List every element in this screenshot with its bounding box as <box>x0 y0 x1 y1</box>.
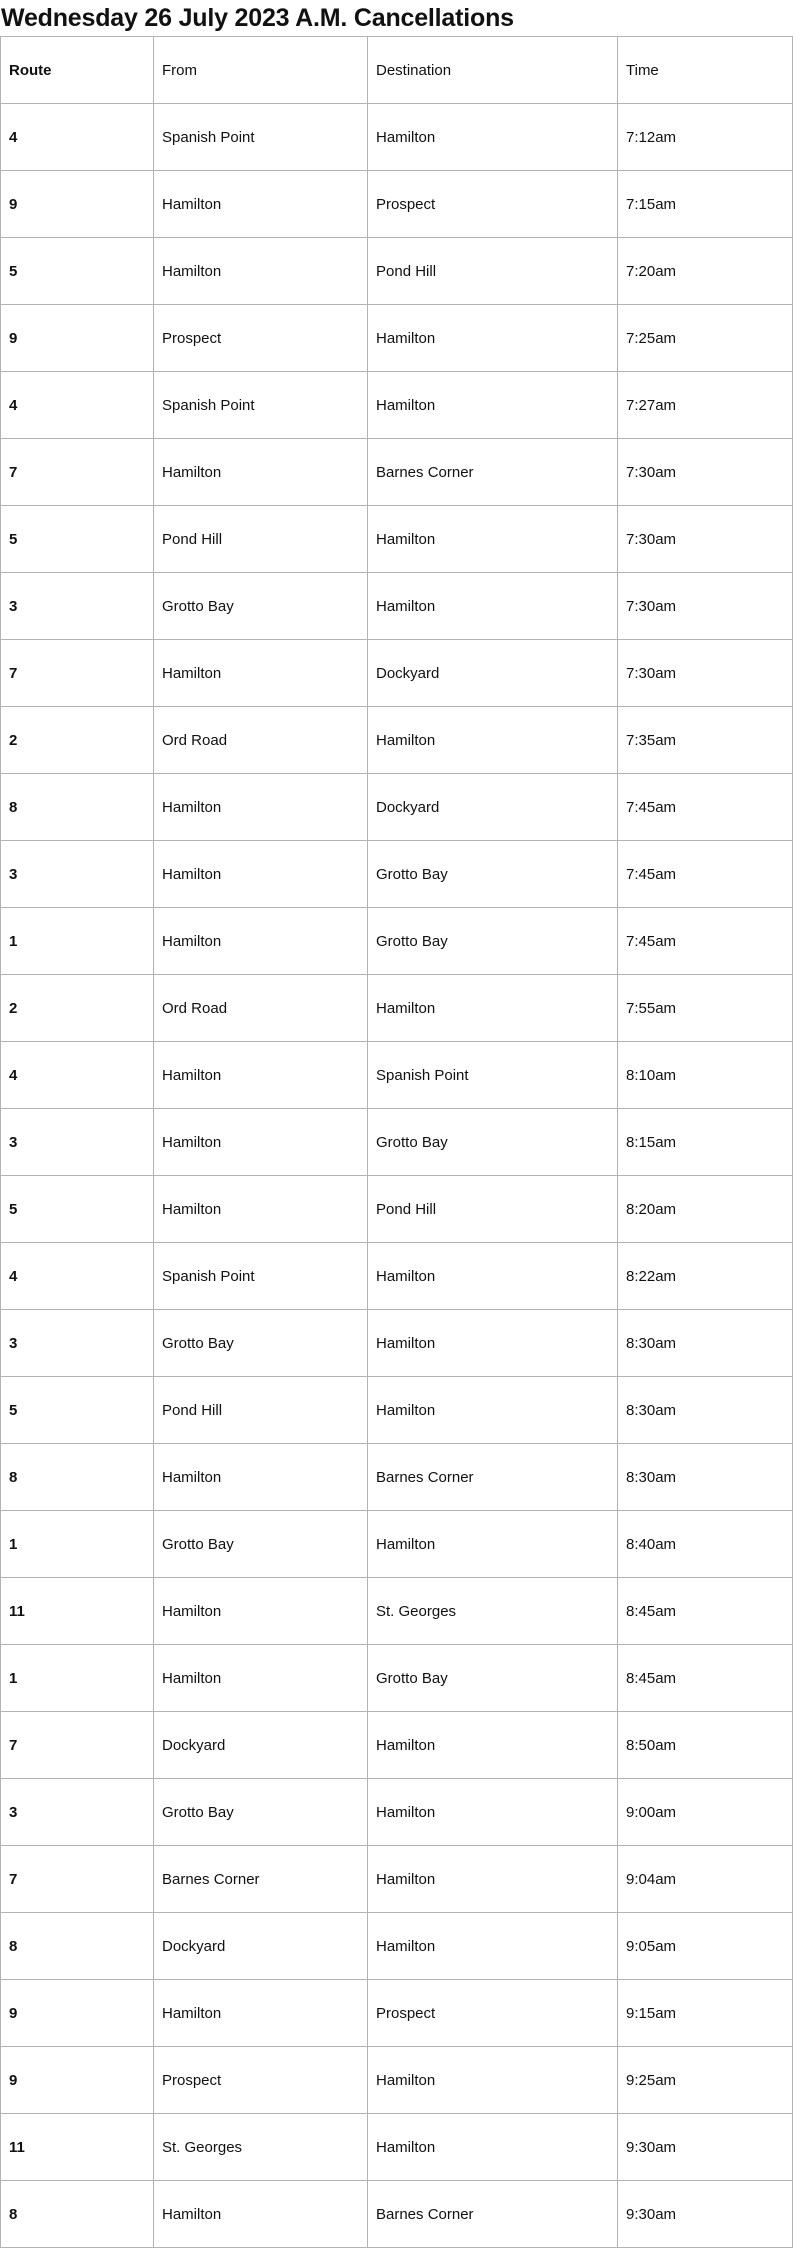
cell-route: 2 <box>1 975 154 1042</box>
cell-route: 5 <box>1 506 154 573</box>
table-row <box>1 305 793 372</box>
cell-from: Spanish Point <box>154 372 368 439</box>
table-header <box>1 37 793 104</box>
cell-from: Prospect <box>154 2047 368 2114</box>
page-title: Wednesday 26 July 2023 A.M. Cancellations <box>1 4 514 32</box>
cell-time: 8:30am <box>618 1444 793 1511</box>
table-row <box>1 506 793 573</box>
table-row <box>1 1042 793 1109</box>
table-row <box>1 1645 793 1712</box>
cell-route: 1 <box>1 1511 154 1578</box>
cell-from: Hamilton <box>154 1578 368 1645</box>
cell-time: 7:27am <box>618 372 793 439</box>
cell-from: Hamilton <box>154 640 368 707</box>
cell-time: 7:30am <box>618 573 793 640</box>
table-row <box>1 2047 793 2114</box>
cell-route: 9 <box>1 305 154 372</box>
table-body <box>1 104 793 2248</box>
cell-time: 7:25am <box>618 305 793 372</box>
cell-time: 9:30am <box>618 2181 793 2248</box>
cell-from: Pond Hill <box>154 1377 368 1444</box>
cell-from: Ord Road <box>154 707 368 774</box>
cell-time: 7:30am <box>618 640 793 707</box>
column-header-from: From <box>154 37 368 104</box>
cell-destination: Hamilton <box>368 506 618 573</box>
cell-from: Dockyard <box>154 1712 368 1779</box>
table-row <box>1 2181 793 2248</box>
cell-time: 8:30am <box>618 1377 793 1444</box>
cell-from: St. Georges <box>154 2114 368 2181</box>
cell-from: Pond Hill <box>154 506 368 573</box>
column-header-destination: Destination <box>368 37 618 104</box>
table-row <box>1 1310 793 1377</box>
column-header-time: Time <box>618 37 793 104</box>
cell-destination: Hamilton <box>368 305 618 372</box>
cell-time: 8:40am <box>618 1511 793 1578</box>
cell-from: Hamilton <box>154 238 368 305</box>
cell-route: 2 <box>1 707 154 774</box>
table-row <box>1 640 793 707</box>
cell-from: Ord Road <box>154 975 368 1042</box>
cell-route: 11 <box>1 2114 154 2181</box>
table-row <box>1 1578 793 1645</box>
cell-time: 7:45am <box>618 774 793 841</box>
cell-from: Hamilton <box>154 1042 368 1109</box>
cell-time: 7:30am <box>618 439 793 506</box>
cell-destination: Barnes Corner <box>368 1444 618 1511</box>
cell-time: 9:30am <box>618 2114 793 2181</box>
table-row <box>1 1511 793 1578</box>
cell-destination: Hamilton <box>368 707 618 774</box>
cell-destination: Pond Hill <box>368 238 618 305</box>
cell-route: 7 <box>1 640 154 707</box>
cell-destination: Hamilton <box>368 573 618 640</box>
cell-from: Hamilton <box>154 1980 368 2047</box>
cell-route: 5 <box>1 238 154 305</box>
table-row <box>1 439 793 506</box>
cell-route: 3 <box>1 1310 154 1377</box>
cell-route: 4 <box>1 1243 154 1310</box>
table-row <box>1 908 793 975</box>
cell-destination: Hamilton <box>368 372 618 439</box>
cell-destination: Grotto Bay <box>368 1109 618 1176</box>
header-row <box>1 37 793 104</box>
cell-route: 4 <box>1 1042 154 1109</box>
cell-destination: Dockyard <box>368 774 618 841</box>
cell-from: Hamilton <box>154 171 368 238</box>
cell-route: 1 <box>1 908 154 975</box>
cell-from: Hamilton <box>154 439 368 506</box>
cell-from: Grotto Bay <box>154 1310 368 1377</box>
cell-from: Hamilton <box>154 2181 368 2248</box>
cell-time: 9:25am <box>618 2047 793 2114</box>
table-row <box>1 372 793 439</box>
table-row <box>1 975 793 1042</box>
cell-time: 7:45am <box>618 908 793 975</box>
cell-destination: Hamilton <box>368 1243 618 1310</box>
table-row <box>1 1377 793 1444</box>
cell-from: Spanish Point <box>154 1243 368 1310</box>
cell-time: 8:15am <box>618 1109 793 1176</box>
cell-route: 5 <box>1 1377 154 1444</box>
table-row <box>1 573 793 640</box>
cell-from: Hamilton <box>154 1645 368 1712</box>
cell-destination: Grotto Bay <box>368 908 618 975</box>
cell-route: 3 <box>1 1109 154 1176</box>
cell-from: Grotto Bay <box>154 573 368 640</box>
cell-route: 11 <box>1 1578 154 1645</box>
cell-time: 8:45am <box>618 1578 793 1645</box>
cell-route: 8 <box>1 1444 154 1511</box>
cell-from: Spanish Point <box>154 104 368 171</box>
table-row <box>1 774 793 841</box>
cell-destination: Hamilton <box>368 1511 618 1578</box>
cell-destination: Prospect <box>368 171 618 238</box>
cell-time: 9:04am <box>618 1846 793 1913</box>
cell-from: Hamilton <box>154 1444 368 1511</box>
cell-time: 8:20am <box>618 1176 793 1243</box>
table-row <box>1 1444 793 1511</box>
cell-destination: Hamilton <box>368 104 618 171</box>
cell-time: 8:30am <box>618 1310 793 1377</box>
cell-destination: Barnes Corner <box>368 439 618 506</box>
cell-destination: Hamilton <box>368 975 618 1042</box>
cell-destination: St. Georges <box>368 1578 618 1645</box>
table-row <box>1 841 793 908</box>
cell-destination: Prospect <box>368 1980 618 2047</box>
cell-from: Hamilton <box>154 1109 368 1176</box>
cell-time: 7:20am <box>618 238 793 305</box>
cell-time: 8:10am <box>618 1042 793 1109</box>
cell-destination: Hamilton <box>368 1779 618 1846</box>
cell-time: 9:05am <box>618 1913 793 1980</box>
table-row <box>1 238 793 305</box>
cell-destination: Spanish Point <box>368 1042 618 1109</box>
cell-destination: Hamilton <box>368 1310 618 1377</box>
cell-destination: Hamilton <box>368 1846 618 1913</box>
cell-destination: Hamilton <box>368 1913 618 1980</box>
table-row <box>1 2114 793 2181</box>
cell-route: 7 <box>1 1846 154 1913</box>
cell-route: 9 <box>1 1980 154 2047</box>
cell-destination: Hamilton <box>368 2047 618 2114</box>
cell-from: Hamilton <box>154 908 368 975</box>
cell-from: Grotto Bay <box>154 1511 368 1578</box>
cell-from: Dockyard <box>154 1913 368 1980</box>
table-row <box>1 1109 793 1176</box>
cell-from: Grotto Bay <box>154 1779 368 1846</box>
cell-destination: Hamilton <box>368 2114 618 2181</box>
cell-route: 8 <box>1 2181 154 2248</box>
cell-destination: Hamilton <box>368 1377 618 1444</box>
cell-from: Barnes Corner <box>154 1846 368 1913</box>
cell-route: 3 <box>1 1779 154 1846</box>
cell-time: 8:50am <box>618 1712 793 1779</box>
cell-from: Hamilton <box>154 841 368 908</box>
cell-time: 8:45am <box>618 1645 793 1712</box>
cell-destination: Dockyard <box>368 640 618 707</box>
cell-time: 9:15am <box>618 1980 793 2047</box>
cell-time: 7:12am <box>618 104 793 171</box>
table-row <box>1 1712 793 1779</box>
cell-time: 8:22am <box>618 1243 793 1310</box>
cell-time: 7:55am <box>618 975 793 1042</box>
cell-route: 3 <box>1 573 154 640</box>
cell-from: Hamilton <box>154 774 368 841</box>
cell-destination: Grotto Bay <box>368 841 618 908</box>
table-row <box>1 1176 793 1243</box>
cell-route: 5 <box>1 1176 154 1243</box>
cell-time: 7:30am <box>618 506 793 573</box>
table-row <box>1 104 793 171</box>
cell-route: 4 <box>1 372 154 439</box>
cell-time: 7:35am <box>618 707 793 774</box>
cell-time: 7:45am <box>618 841 793 908</box>
table-row <box>1 1980 793 2047</box>
table-row <box>1 1779 793 1846</box>
cell-destination: Pond Hill <box>368 1176 618 1243</box>
table-row <box>1 1243 793 1310</box>
cell-route: 4 <box>1 104 154 171</box>
cancellations-table <box>0 36 793 2248</box>
cell-from: Prospect <box>154 305 368 372</box>
table-row <box>1 1846 793 1913</box>
table-row <box>1 1913 793 1980</box>
column-header-route: Route <box>1 37 154 104</box>
cell-destination: Grotto Bay <box>368 1645 618 1712</box>
cell-route: 3 <box>1 841 154 908</box>
cell-route: 9 <box>1 2047 154 2114</box>
cell-route: 9 <box>1 171 154 238</box>
cell-route: 7 <box>1 439 154 506</box>
cell-from: Hamilton <box>154 1176 368 1243</box>
cell-route: 8 <box>1 774 154 841</box>
cell-route: 7 <box>1 1712 154 1779</box>
cell-time: 7:15am <box>618 171 793 238</box>
table-row <box>1 707 793 774</box>
cell-time: 9:00am <box>618 1779 793 1846</box>
cell-route: 8 <box>1 1913 154 1980</box>
table-row <box>1 171 793 238</box>
cell-destination: Hamilton <box>368 1712 618 1779</box>
cell-route: 1 <box>1 1645 154 1712</box>
cell-destination: Barnes Corner <box>368 2181 618 2248</box>
